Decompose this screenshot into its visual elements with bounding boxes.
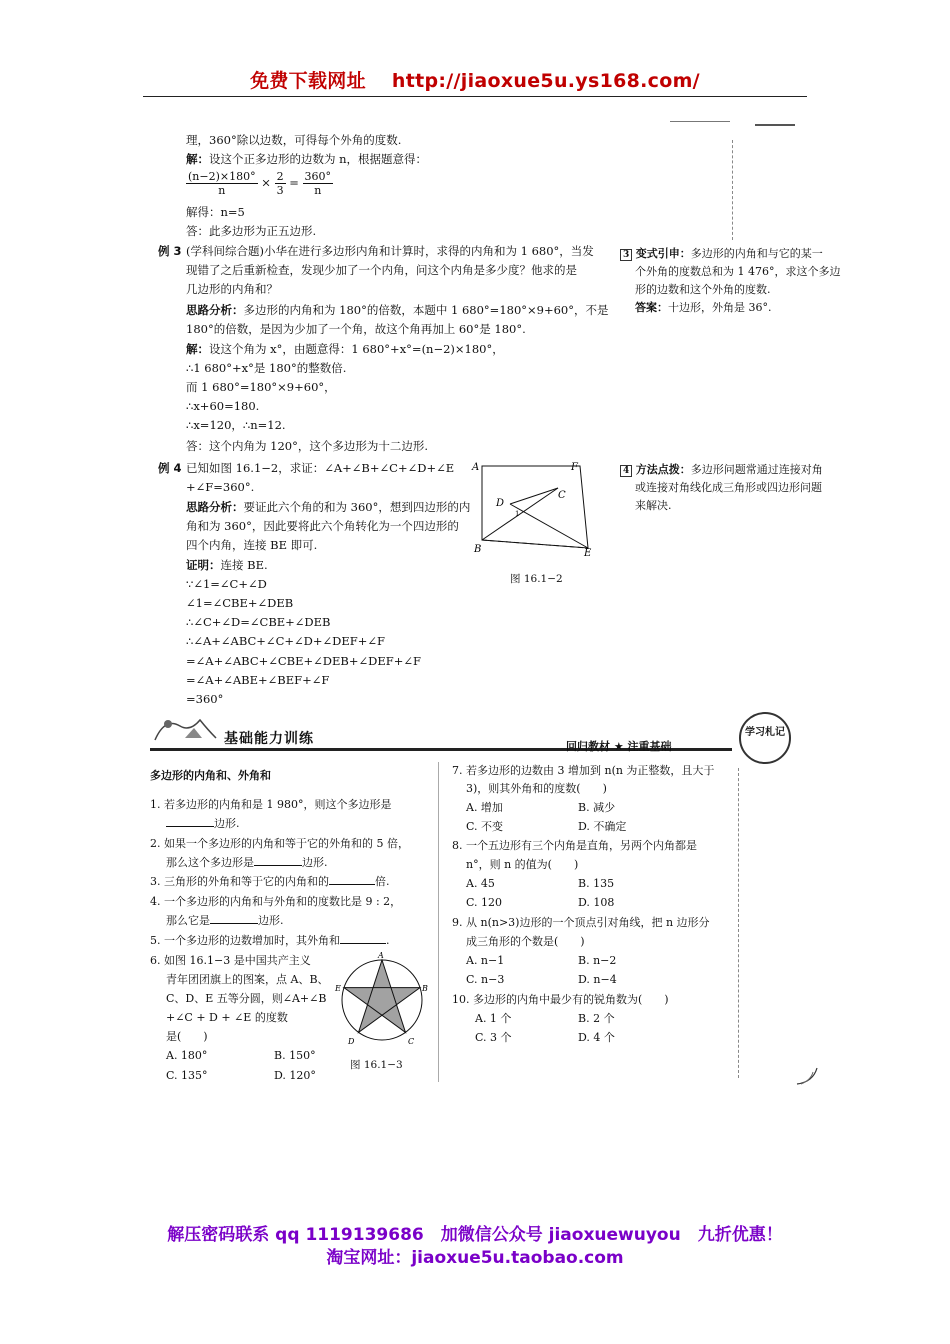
text-line: 几边形的内角和？ [186, 282, 278, 296]
topic-heading: 多边形的内角和、外角和 [150, 769, 271, 782]
star-label-b: B [422, 984, 428, 993]
notes-margin-divider [738, 768, 739, 1078]
question-6-cont: C、D、E 五等分圆，则∠A+∠B [166, 992, 327, 1005]
option-a[interactable]: A. n−1 [466, 954, 505, 967]
option-c[interactable]: C. n−3 [466, 973, 505, 986]
fraction [275, 170, 286, 197]
text-line: 解得：n=5 [186, 205, 245, 219]
option-b[interactable]: B. 150° [274, 1049, 316, 1062]
question-6-cont: 青年团团旗上的图案，点 A、B、 [166, 973, 329, 986]
segment-de [510, 504, 588, 548]
analysis-line [186, 303, 609, 318]
section-motto: 回归教材 ★ 注重基础 [566, 740, 672, 753]
solution-text: 设这个正多边形的边数为 n，根据题意得： [209, 152, 428, 166]
fraction-den: 3 [276, 184, 284, 197]
decor-line [755, 124, 795, 126]
question-1-cont [166, 815, 240, 832]
text-line: ∴∠A+∠ABC+∠C+∠D+∠DEF+∠F [186, 634, 385, 648]
text-line: 现错了之后重新检查，发现少加了一个内角，问这个内角是多少度？他求的是 [186, 263, 577, 277]
figure-16-1-3-star [334, 950, 430, 1048]
side-note-3 [620, 246, 823, 263]
fraction [303, 170, 334, 197]
question-6-cont: 是( ) [166, 1030, 208, 1043]
option-c[interactable]: C. 3 个 [475, 1031, 512, 1044]
question-text: . [386, 934, 390, 947]
text-line: 而 1 680°=180°×9+60°， [186, 380, 336, 394]
text-line: 答：此多边形为正五边形. [186, 224, 317, 238]
text-line: +∠F=360°. [186, 480, 255, 494]
header-rule [143, 96, 807, 97]
question-8: 8. 一个五边形有三个内角是直角，另两个内角都是 [452, 839, 697, 852]
vertex-label-e: E [584, 548, 592, 558]
question-text: 边形. [214, 817, 240, 830]
five-pointed-star [344, 960, 420, 1032]
side-note-text: 多边形问题常通过连接对角 [690, 463, 823, 476]
answer-blank[interactable] [329, 884, 375, 885]
star-label-a: A [378, 951, 384, 960]
question-4-cont [166, 912, 284, 929]
question-2-cont [166, 854, 328, 871]
segment-cd [510, 488, 558, 504]
option-a[interactable]: A. 增加 [466, 801, 503, 814]
option-c[interactable]: C. 120 [466, 896, 503, 909]
star-label-c: C [408, 1037, 415, 1046]
question-text: 倍. [375, 875, 390, 888]
text-line: ∴x+60=180. [186, 399, 260, 413]
footer-line-2[interactable]: 淘宝网址：jiaoxue5u.taobao.com [326, 1248, 624, 1268]
example-tag: 例 3 [158, 244, 182, 258]
option-b[interactable]: B. 减少 [578, 801, 616, 814]
analysis-label: 思路分析： [186, 303, 244, 317]
side-note-text: 多边形的内角和与它的某一 [690, 247, 823, 260]
proof-text: 连接 BE. [220, 558, 268, 572]
text-line: (学科间综合题)小华在进行多边形内角和计算时，求得的内角和为 1 680°，当发 [186, 244, 594, 258]
question-8-cont: n°，则 n 的值为( ) [466, 858, 579, 871]
column-divider [438, 762, 439, 1082]
text-line: =360° [186, 692, 224, 706]
option-a[interactable]: A. 45 [466, 877, 495, 890]
fraction-num: 2 [276, 170, 284, 183]
text-line: =∠A+∠ABC+∠CBE+∠DEB+∠DEF+∠F [186, 654, 421, 668]
solution-label: 解： [186, 342, 209, 356]
answer-blank[interactable] [210, 923, 258, 924]
vertex-label-c: C [558, 490, 566, 501]
text-line: ∵∠1=∠C+∠D [186, 577, 267, 591]
question-10: 10. 多边形的内角中最少有的锐角数为( ) [452, 993, 669, 1006]
fraction-num: (n−2)×180° [188, 170, 256, 183]
equals-sign: = [289, 175, 299, 190]
text-line: ∴1 680°+x°是 180°的整数倍. [186, 361, 347, 375]
side-note-4 [620, 462, 823, 479]
side-note-number: 4 [620, 465, 632, 477]
star-label-e: E [335, 984, 341, 993]
margin-divider [732, 140, 733, 240]
proof-label: 证明： [186, 558, 221, 572]
text-line: 答：这个内角为 120°，这个多边形为十二边形. [186, 439, 429, 453]
times-sign: × [261, 175, 271, 190]
text-line: ∴x=120，∴n=12. [186, 418, 286, 432]
option-d[interactable]: D. 4 个 [578, 1031, 615, 1044]
side-note-answer [635, 300, 772, 316]
question-text: 3. 三角形的外角和等于它的内角和的 [150, 875, 329, 888]
question-7-cont: 3)，则其外角和的度数( ) [466, 782, 607, 795]
answer-blank[interactable] [340, 943, 386, 944]
decor-line [670, 121, 730, 122]
page-header [0, 66, 950, 93]
text-line: 180°的倍数，是因为少加了一个角，故这个角再加上 60°是 180°. [186, 322, 526, 336]
question-1: 1. 若多边形的内角和是 1 980°，则这个多边形是 [150, 798, 392, 811]
footer-line-1: 解压密码联系 qq 1119139686 加微信公众号 jiaoxuewuyou 九折优惠！ [167, 1225, 783, 1245]
side-note-text: 形的边数和这个外角的度数. [635, 283, 771, 296]
answer-blank[interactable] [166, 826, 214, 827]
question-text: 5. 一个多边形的边数增加时，其外角和 [150, 934, 340, 947]
segment-bc [482, 488, 558, 540]
question-9-cont: 成三角形的个数是( ) [466, 935, 585, 948]
question-text: 边形. [302, 856, 328, 869]
side-note-number: 3 [620, 249, 632, 261]
fraction-den: n [314, 184, 322, 197]
section-decoration-icon [150, 712, 220, 746]
side-note-text: 来解决. [635, 499, 672, 512]
star-label-d: D [348, 1037, 355, 1046]
vertex-label-a: A [472, 462, 480, 473]
text-line: 已知如图 16.1−2，求证：∠A+∠B+∠C+∠D+∠E [186, 461, 455, 475]
analysis-line [186, 500, 470, 515]
option-b[interactable]: B. n−2 [578, 954, 617, 967]
question-7: 7. 若多边形的边数由 3 增加到 n(n 为正整数，且大于 [452, 764, 715, 777]
question-9: 9. 从 n(n>3)边形的一个顶点引对角线，把 n 边形分 [452, 916, 710, 929]
question-4: 4. 一个多边形的内角和与外角和的度数比是 9 : 2， [150, 895, 402, 908]
study-notes-badge: 学习札记 [739, 712, 791, 764]
figure-caption: 图 16.1−2 [510, 573, 563, 585]
angle-label-1: 1 [515, 510, 520, 518]
side-note-label: 变式引申： [635, 247, 691, 260]
side-note-label: 方法点拨： [635, 463, 691, 476]
header-url-link[interactable]: http://jiaoxue5u.ys168.com/ [391, 70, 700, 92]
option-d[interactable]: D. 120° [274, 1069, 316, 1082]
header-left-text: 免费下载网址 [250, 70, 366, 92]
option-c[interactable]: C. 135° [166, 1069, 208, 1082]
option-c[interactable]: C. 不变 [466, 820, 504, 833]
figure-16-1-2 [470, 458, 600, 558]
vertex-label-b: B [474, 544, 482, 555]
side-note-text: 或连接对角线化成三角形或四边形问题 [635, 481, 822, 494]
option-a[interactable]: A. 180° [166, 1049, 208, 1062]
question-6-cont: +∠C + D + ∠E 的度数 [166, 1011, 288, 1024]
option-d[interactable]: D. n−4 [578, 973, 617, 986]
solution-label: 解： [186, 152, 209, 166]
fraction-den: n [218, 184, 226, 197]
page-curl-icon [795, 1066, 821, 1086]
option-b[interactable]: B. 2 个 [578, 1012, 615, 1025]
option-d[interactable]: D. 108 [578, 896, 615, 909]
answer-blank[interactable] [254, 865, 302, 866]
text-line: ∠1=∠CBE+∠DEB [186, 596, 294, 610]
figure-caption: 图 16.1−3 [350, 1059, 403, 1071]
question-text: 那么这个多边形是 [166, 856, 254, 869]
proof-line [186, 558, 268, 573]
analysis-text: 多边形的内角和为 180°的倍数，本题中 1 680°=180°×9+60°，不是 [243, 303, 609, 317]
equation [186, 170, 333, 197]
option-d[interactable]: D. 不确定 [578, 820, 627, 833]
text-line: 四个内角，连接 BE 即可. [186, 538, 318, 552]
analysis-label: 思路分析： [186, 500, 244, 514]
question-5 [150, 932, 390, 949]
side-note-text: 个外角的度数总和为 1 476°，求这个多边 [635, 265, 841, 278]
answer-label: 答案： [635, 301, 668, 314]
solution-line [186, 342, 504, 357]
question-2: 2. 如果一个多边形的内角和等于它的外角和的 5 倍， [150, 837, 409, 850]
question-3 [150, 873, 390, 890]
question-text: 那么它是 [166, 914, 210, 927]
fraction [186, 170, 258, 197]
vertex-label-d: D [496, 498, 505, 509]
text-line [186, 152, 427, 167]
fraction-num: 360° [304, 170, 332, 183]
question-text: 边形. [258, 914, 284, 927]
section-title: 基础能力训练 [224, 731, 314, 747]
solution-text: 设这个角为 x°，由题意得：1 680°+x°=(n−2)×180°， [209, 342, 504, 356]
example-tag: 例 4 [158, 461, 182, 475]
text-line: =∠A+∠ABE+∠BEF+∠F [186, 673, 330, 687]
vertex-label-f: F [571, 462, 578, 473]
option-b[interactable]: B. 135 [578, 877, 615, 890]
text-line: 角和为 360°，因此要将此六个角转化为一个四边形的 [186, 519, 459, 533]
text-line: 理，360°除以边数，可得每个外角的度数. [186, 133, 402, 147]
text-line: ∴∠C+∠D=∠CBE+∠DEB [186, 615, 331, 629]
question-6: 6. 如图 16.1−3 是中国共产主义 [150, 954, 311, 967]
analysis-text: 要证此六个角的和为 360°，想到四边形的内 [243, 500, 471, 514]
option-a[interactable]: A. 1 个 [475, 1012, 512, 1025]
answer-text: 十边形，外角是 36°. [668, 301, 772, 314]
